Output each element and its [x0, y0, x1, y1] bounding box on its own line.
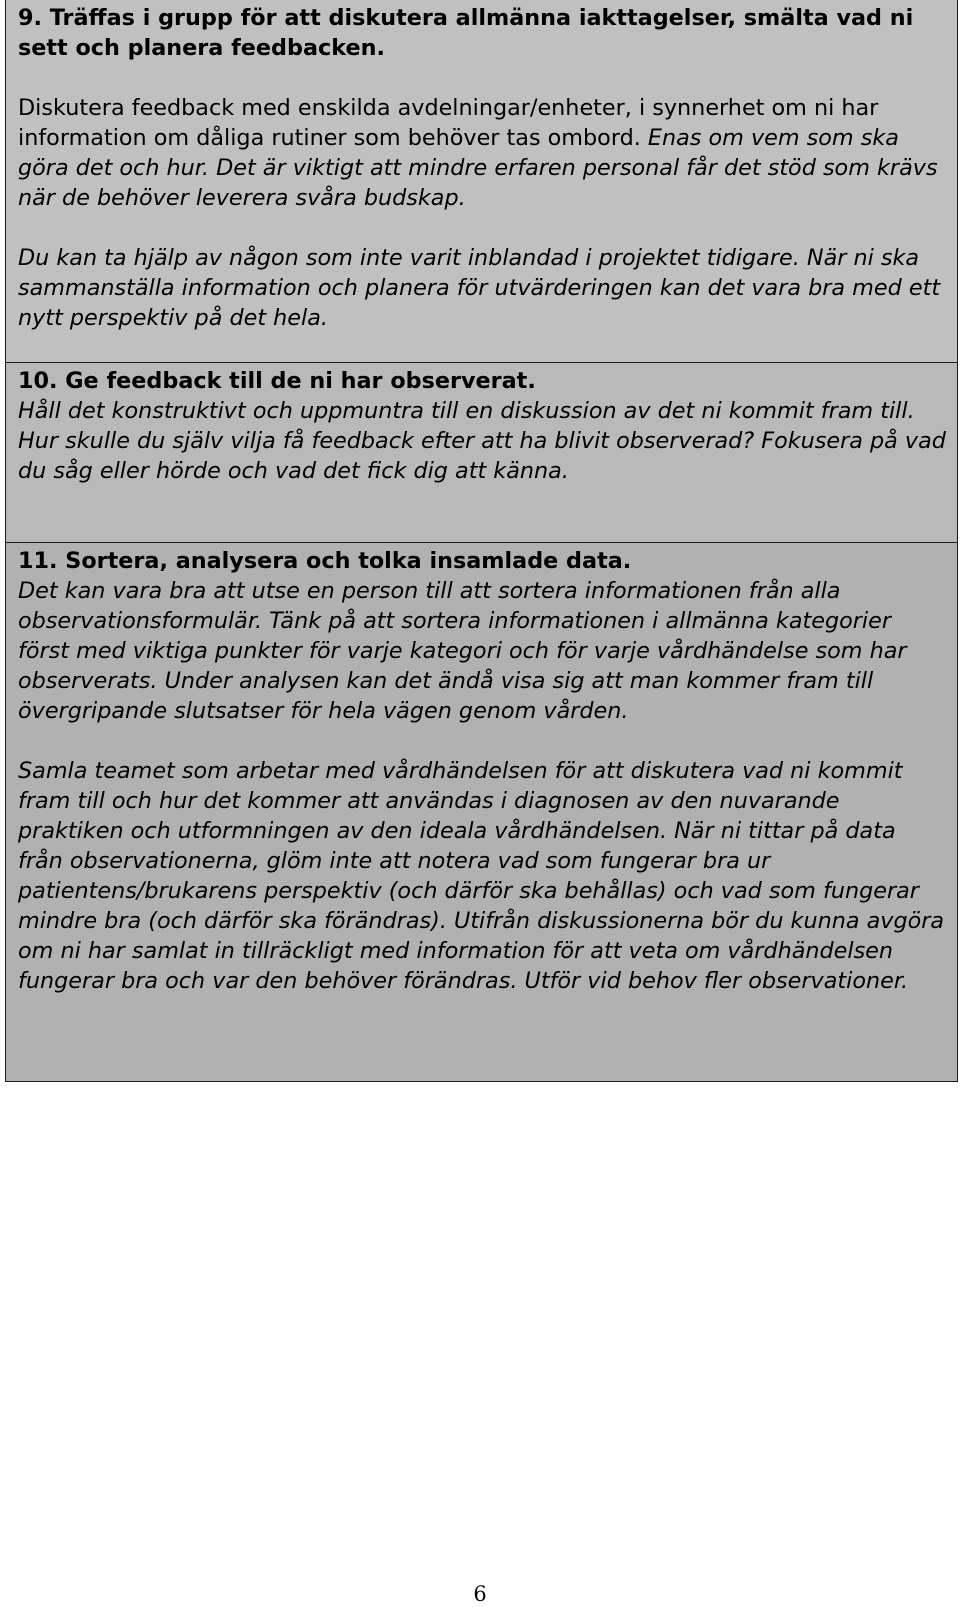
instruction-table	[5, 0, 958, 1082]
section-11-paragraph-1: Det kan vara bra att utse en person till att sortera informationen från alla observationsformulär. Tänk på att sortera informationen i allmänna kategorier först med viktiga punkter för varje kategori och för varje vårdhändelse som har observerats. Under analysen kan det ändå visa sig att man kommer fram till övergripande slutsatser för hela vägen genom vården.	[18, 578, 907, 724]
page-number: 6	[473, 1582, 487, 1606]
section-9-paragraph-1-italic: Enas om vem som ska göra det och hur. Det är viktigt att mindre erfaren personal får det stöd som krävs när de behöver leverera svåra budskap.	[18, 125, 938, 211]
section-10-heading: 10. Ge feedback till de ni har observerat.	[18, 368, 536, 394]
section-9-paragraph-1-plain: Diskutera feedback med enskilda avdelningar/enheter, i synnerhet om ni har information om dåliga rutiner som behöver tas ombord.	[18, 95, 879, 151]
section-9-heading: 9. Träffas i grupp för att diskutera allmänna iakttagelser, smälta vad ni sett och planera feedbacken.	[18, 5, 914, 61]
section-11-paragraph-2: Samla teamet som arbetar med vårdhändelsen för att diskutera vad ni kommit fram till och hur det kommer att användas i diagnosen av den nuvarande praktiken och utformningen av den ideala vårdhändelsen. När ni tittar på data från observationerna, glöm inte att notera vad som fungerar bra ur patientens/brukarens perspektiv (och därför ska behållas) och vad som fungerar mindre bra (och därför ska förändras). Utifrån diskussionerna bör du kunna avgöra om ni har samlat in tillräckligt med information för att veta om vårdhändelsen fungerar bra och var den behöver förändras. Utför vid behov fler observationer.	[18, 758, 945, 994]
section-11	[6, 542, 957, 1081]
section-9-paragraph-2: Du kan ta hjälp av någon som inte varit inblandad i projektet tidigare. När ni ska sammanställa information och planera för utvärderingen kan det vara bra med ett nytt perspektiv på det hela.	[18, 245, 941, 331]
section-9-paragraph-1	[18, 93, 947, 213]
section-9	[6, 0, 957, 362]
section-11-heading: 11. Sortera, analysera och tolka insamlade data.	[18, 548, 632, 574]
section-10-paragraph-1: Håll det konstruktivt och uppmuntra till en diskussion av det ni kommit fram till. Hur skulle du själv vilja få feedback efter att ha blivit observerad? Fokusera på vad du såg eller hörde och vad det fick dig att känna.	[18, 398, 946, 484]
section-10	[6, 362, 957, 542]
